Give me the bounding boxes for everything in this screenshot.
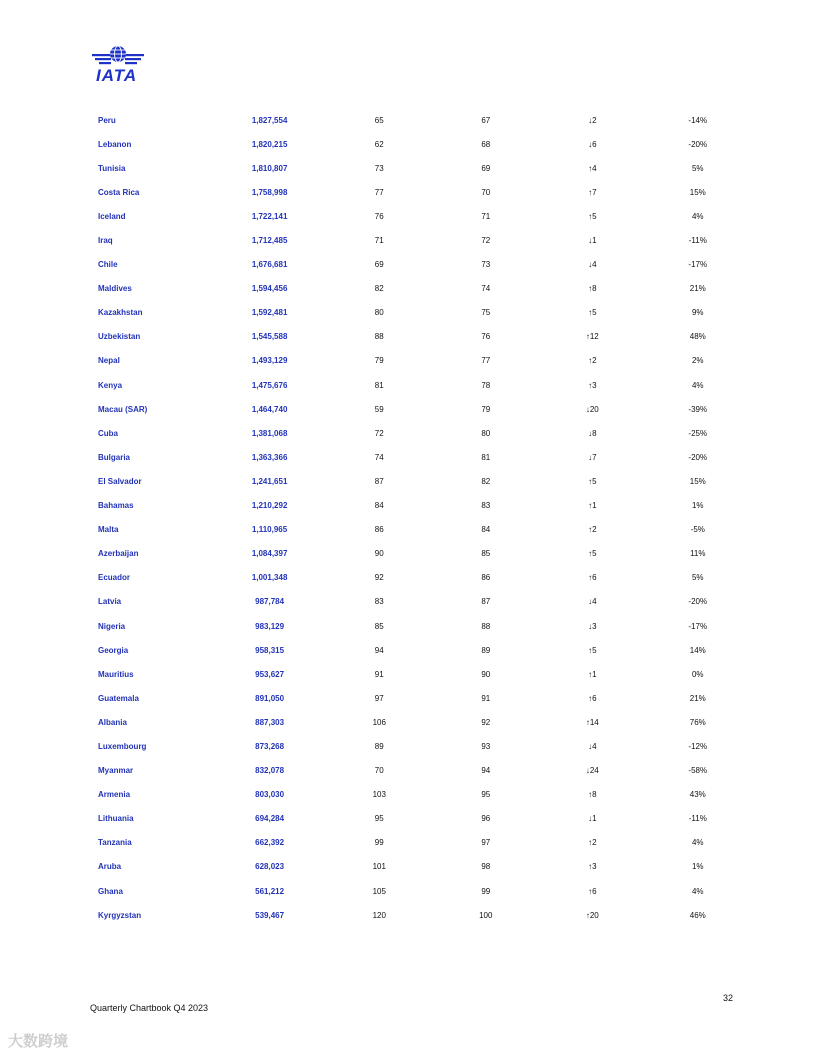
rank-change: ↓1	[588, 814, 597, 824]
passenger-count: 1,110,965	[252, 525, 288, 535]
passenger-count: 694,284	[255, 814, 285, 824]
previous-rank: 69	[374, 260, 384, 270]
passenger-count: 1,722,141	[251, 211, 288, 221]
table-row	[90, 421, 750, 445]
table-row	[90, 349, 750, 373]
percent-change: -5%	[690, 525, 705, 535]
rank-change: ↓1	[588, 236, 597, 246]
country-name: Myanmar	[98, 766, 134, 776]
percent-change: 11%	[690, 549, 706, 559]
table-row	[90, 518, 750, 542]
table-row	[90, 325, 750, 349]
country-name: Nigeria	[98, 621, 126, 631]
country-name: Kenya	[98, 380, 123, 390]
percent-change: -20%	[688, 597, 708, 607]
passenger-count: 891,050	[255, 693, 285, 703]
rank-change: ↑8	[588, 284, 597, 294]
rank-change: ↓4	[588, 741, 597, 751]
rank-change: ↑3	[588, 380, 597, 390]
passenger-count: 1,241,651	[251, 476, 288, 486]
current-rank: 71	[481, 211, 491, 221]
passenger-count: 561,212	[255, 886, 285, 896]
current-rank: 93	[481, 741, 491, 751]
passenger-count: 662,392	[255, 838, 285, 848]
current-rank: 91	[481, 693, 491, 703]
current-rank: 79	[481, 404, 491, 414]
table-row	[90, 373, 750, 397]
passenger-count: 987,784	[255, 597, 285, 607]
passenger-count: 1,545,588	[251, 332, 288, 342]
previous-rank: 77	[374, 187, 384, 197]
rank-change: ↑4	[588, 163, 597, 173]
previous-rank: 106	[372, 717, 386, 727]
rank-change: ↑5	[588, 549, 597, 559]
current-rank: 78	[481, 380, 491, 390]
rank-change: ↓4	[588, 597, 597, 607]
passenger-count: 628,023	[255, 862, 285, 872]
rank-change: ↓2	[588, 115, 597, 125]
passenger-count: 1,001,348	[251, 573, 288, 583]
table-row	[90, 469, 750, 493]
percent-change: 2%	[691, 356, 704, 366]
table-row	[90, 180, 750, 204]
country-name: Kazakhstan	[98, 308, 143, 318]
current-rank: 70	[481, 187, 491, 197]
table-row	[90, 494, 750, 518]
table-row	[90, 108, 750, 132]
percent-change: -39%	[688, 404, 708, 414]
country-name: Azerbaijan	[98, 549, 139, 559]
passenger-count: 1,464,740	[251, 404, 288, 414]
previous-rank: 99	[374, 838, 384, 848]
table-row	[90, 614, 750, 638]
country-name: Mauritius	[98, 669, 134, 679]
passenger-count: 953,627	[255, 669, 285, 679]
previous-rank: 88	[374, 332, 384, 342]
table-row	[90, 253, 750, 277]
country-name: Lebanon	[98, 139, 132, 149]
rank-change: ↓8	[588, 428, 597, 438]
passenger-count: 873,268	[255, 741, 285, 751]
passenger-count: 832,078	[255, 766, 285, 776]
country-name: Kyrgyzstan	[98, 910, 142, 920]
previous-rank: 72	[374, 428, 384, 438]
country-name: Aruba	[98, 862, 122, 872]
passenger-count: 1,363,366	[251, 452, 288, 462]
table-row	[90, 662, 750, 686]
previous-rank: 120	[372, 910, 386, 920]
percent-change: 21%	[689, 693, 706, 703]
table-row	[90, 397, 750, 421]
previous-rank: 81	[374, 380, 384, 390]
country-name: El Salvador	[98, 476, 142, 486]
passenger-count: 1,084,397	[251, 549, 288, 559]
previous-rank: 91	[374, 669, 384, 679]
rank-change: ↑6	[588, 573, 597, 583]
country-name: Tanzania	[98, 838, 132, 848]
table-row	[90, 783, 750, 807]
previous-rank: 73	[374, 163, 384, 173]
previous-rank: 79	[374, 356, 384, 366]
previous-rank: 101	[372, 862, 386, 872]
current-rank: 87	[481, 597, 491, 607]
country-name: Tunisia	[98, 163, 126, 173]
previous-rank: 92	[374, 573, 384, 583]
current-rank: 97	[481, 838, 491, 848]
watermark: 大数跨境	[8, 1033, 69, 1050]
previous-rank: 70	[374, 766, 384, 776]
percent-change: 4%	[691, 886, 704, 896]
rank-change: ↓4	[588, 260, 597, 270]
rank-change: ↑3	[588, 862, 597, 872]
table-row	[90, 638, 750, 662]
current-rank: 89	[481, 645, 491, 655]
table-row	[90, 542, 750, 566]
country-name: Bulgaria	[98, 452, 131, 462]
rank-change: ↑2	[588, 525, 597, 535]
country-name: Nepal	[98, 356, 120, 366]
report-title: Quarterly Chartbook Q4 2023	[90, 1003, 209, 1013]
percent-change: 4%	[691, 380, 704, 390]
percent-change: 46%	[689, 910, 706, 920]
country-name: Uzbekistan	[98, 332, 141, 342]
percent-change: 4%	[691, 838, 704, 848]
previous-rank: 103	[372, 790, 386, 800]
previous-rank: 62	[374, 139, 384, 149]
current-rank: 81	[481, 452, 491, 462]
percent-change: -58%	[688, 766, 708, 776]
rank-change: ↑5	[588, 308, 597, 318]
current-rank: 84	[481, 525, 491, 535]
current-rank: 67	[481, 115, 491, 125]
rank-change: ↑14	[585, 717, 599, 727]
current-rank: 82	[481, 476, 491, 486]
passenger-count: 1,712,485	[251, 236, 288, 246]
percent-change: -17%	[688, 621, 708, 631]
country-name: Bahamas	[98, 501, 134, 511]
passenger-count: 1,594,456	[251, 284, 288, 294]
passenger-count: 539,467	[255, 910, 285, 920]
country-name: Ghana	[98, 886, 123, 896]
current-rank: 72	[481, 236, 491, 246]
passenger-count: 1,493,129	[251, 356, 288, 366]
passenger-count: 1,758,998	[251, 187, 288, 197]
current-rank: 94	[481, 766, 491, 776]
passenger-count: 1,820,215	[251, 139, 288, 149]
country-name: Maldives	[98, 284, 132, 294]
rank-change: ↓7	[588, 452, 597, 462]
percent-change: -25%	[688, 428, 708, 438]
previous-rank: 80	[374, 308, 384, 318]
percent-change: 4%	[691, 211, 704, 221]
previous-rank: 95	[374, 814, 384, 824]
current-rank: 80	[481, 428, 491, 438]
passenger-count: 1,592,481	[251, 308, 288, 318]
percent-change: -20%	[688, 452, 708, 462]
rank-change: ↑20	[585, 910, 599, 920]
rank-change: ↑6	[588, 886, 597, 896]
page-number: 32	[723, 993, 734, 1003]
table-row	[90, 228, 750, 252]
table-row	[90, 710, 750, 734]
table-body	[90, 108, 750, 927]
logo-wordmark: IATA	[96, 66, 138, 85]
passenger-count: 983,129	[255, 621, 285, 631]
passenger-count: 1,381,068	[251, 428, 288, 438]
previous-rank: 65	[374, 115, 384, 125]
percent-change: 9%	[691, 308, 704, 318]
current-rank: 75	[481, 308, 491, 318]
rank-change: ↓3	[588, 621, 597, 631]
country-name: Luxembourg	[98, 741, 147, 751]
previous-rank: 59	[374, 404, 384, 414]
passenger-count: 958,315	[255, 645, 285, 655]
passenger-count: 1,475,676	[251, 380, 288, 390]
current-rank: 74	[481, 284, 491, 294]
rank-change: ↓20	[585, 404, 599, 414]
current-rank: 99	[481, 886, 491, 896]
percent-change: 14%	[689, 645, 706, 655]
passenger-count: 1,810,807	[251, 163, 288, 173]
rank-change: ↑5	[588, 476, 597, 486]
country-ranking-table	[90, 108, 750, 927]
country-name: Peru	[98, 115, 116, 125]
current-rank: 85	[481, 549, 491, 559]
rank-change: ↑2	[588, 356, 597, 366]
previous-rank: 86	[374, 525, 384, 535]
country-name: Malta	[98, 525, 119, 535]
country-name: Iraq	[98, 236, 113, 246]
country-name: Chile	[98, 260, 118, 270]
percent-change: 15%	[689, 476, 706, 486]
country-name: Ecuador	[98, 573, 131, 583]
current-rank: 88	[481, 621, 491, 631]
table-row	[90, 445, 750, 469]
table-row	[90, 879, 750, 903]
percent-change: -11%	[688, 814, 707, 824]
table-row	[90, 831, 750, 855]
table-row	[90, 277, 750, 301]
country-name: Lithuania	[98, 814, 134, 824]
percent-change: 5%	[691, 573, 704, 583]
country-name: Guatemala	[98, 693, 139, 703]
current-rank: 69	[481, 163, 491, 173]
current-rank: 68	[481, 139, 491, 149]
previous-rank: 90	[374, 549, 384, 559]
table-row	[90, 855, 750, 879]
table-row	[90, 566, 750, 590]
current-rank: 100	[479, 910, 493, 920]
current-rank: 73	[481, 260, 491, 270]
country-name: Costa Rica	[98, 187, 140, 197]
previous-rank: 105	[372, 886, 386, 896]
current-rank: 90	[481, 669, 491, 679]
current-rank: 86	[481, 573, 491, 583]
percent-change: 5%	[691, 163, 704, 173]
previous-rank: 83	[374, 597, 384, 607]
previous-rank: 74	[374, 452, 384, 462]
table-row	[90, 686, 750, 710]
current-rank: 92	[481, 717, 491, 727]
rank-change: ↑2	[588, 838, 597, 848]
percent-change: 1%	[691, 501, 704, 511]
country-name: Georgia	[98, 645, 129, 655]
previous-rank: 85	[374, 621, 384, 631]
percent-change: 21%	[689, 284, 706, 294]
previous-rank: 71	[374, 236, 384, 246]
previous-rank: 87	[374, 476, 384, 486]
previous-rank: 97	[374, 693, 384, 703]
country-name: Iceland	[98, 211, 126, 221]
passenger-count: 1,827,554	[251, 115, 288, 125]
previous-rank: 84	[374, 501, 384, 511]
table-row	[90, 204, 750, 228]
country-name: Cuba	[98, 428, 118, 438]
percent-change: 76%	[689, 717, 706, 727]
current-rank: 96	[481, 814, 491, 824]
percent-change: -17%	[688, 260, 708, 270]
country-name: Armenia	[98, 790, 131, 800]
table-row	[90, 807, 750, 831]
table-row	[90, 734, 750, 758]
percent-change: 0%	[691, 669, 704, 679]
percent-change: -14%	[688, 115, 708, 125]
rank-change: ↓6	[588, 139, 597, 149]
rank-change: ↑1	[588, 669, 597, 679]
passenger-count: 1,676,681	[251, 260, 288, 270]
table-row	[90, 301, 750, 325]
current-rank: 77	[481, 356, 491, 366]
percent-change: -11%	[688, 236, 707, 246]
rank-change: ↑1	[588, 501, 597, 511]
rank-change: ↑5	[588, 211, 597, 221]
percent-change: 15%	[689, 187, 706, 197]
percent-change: 48%	[689, 332, 706, 342]
table-row	[90, 156, 750, 180]
previous-rank: 82	[374, 284, 384, 294]
current-rank: 83	[481, 501, 491, 511]
table-row	[90, 903, 750, 927]
previous-rank: 89	[374, 741, 384, 751]
previous-rank: 76	[374, 211, 384, 221]
previous-rank: 94	[374, 645, 384, 655]
country-name: Macau (SAR)	[98, 404, 148, 414]
rank-change: ↑8	[588, 790, 597, 800]
percent-change: 43%	[689, 790, 706, 800]
table-row	[90, 590, 750, 614]
table-row	[90, 759, 750, 783]
passenger-count: 887,303	[255, 717, 285, 727]
rank-change: ↑12	[585, 332, 599, 342]
rank-change: ↑5	[588, 645, 597, 655]
rank-change: ↑7	[588, 187, 597, 197]
passenger-count: 1,210,292	[251, 501, 288, 511]
current-rank: 76	[481, 332, 491, 342]
rank-change: ↓24	[585, 766, 599, 776]
current-rank: 98	[481, 862, 491, 872]
percent-change: 1%	[691, 862, 704, 872]
rank-change: ↑6	[588, 693, 597, 703]
percent-change: -20%	[688, 139, 708, 149]
passenger-count: 803,030	[255, 790, 285, 800]
country-name: Latvia	[98, 597, 122, 607]
table-row	[90, 132, 750, 156]
country-name: Albania	[98, 717, 127, 727]
percent-change: -12%	[688, 741, 708, 751]
current-rank: 95	[481, 790, 491, 800]
